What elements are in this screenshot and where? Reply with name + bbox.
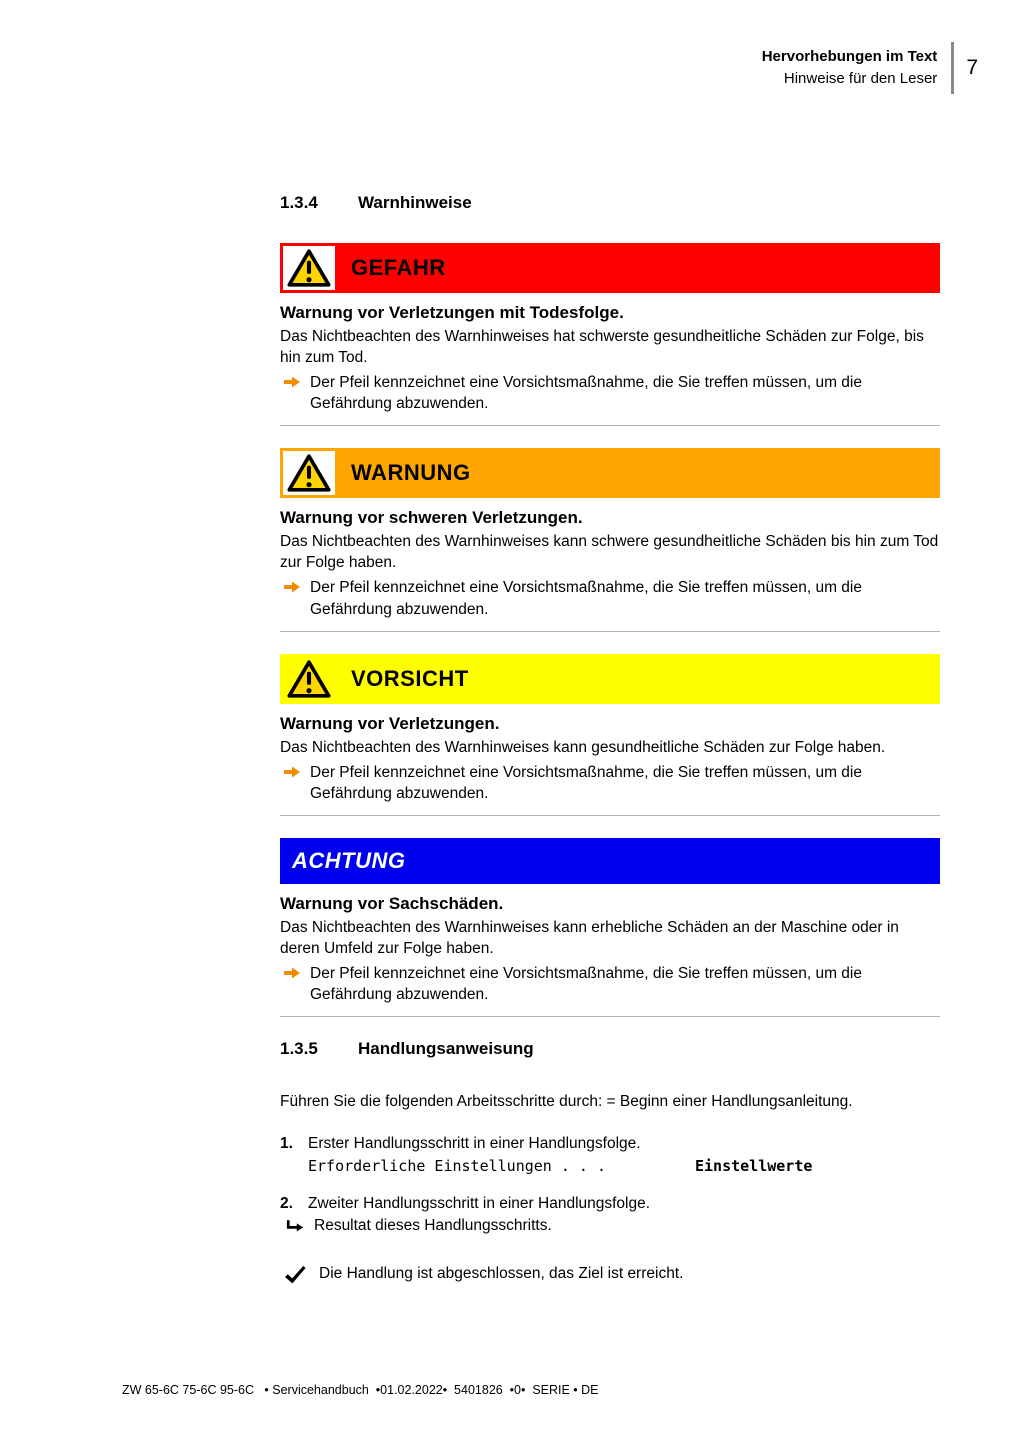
warning-triangle-icon — [283, 451, 335, 495]
warning-body: Das Nichtbeachten des Warnhinweises kann erhebliche Schäden an der Maschine oder in deren Umfeld zur Folge haben. — [280, 918, 899, 957]
page-footer: ZW 65-6C 75-6C 95-6C • Servicehandbuch •01.02.2022• 5401826 •0• SERIE • DE — [122, 1383, 599, 1397]
separator-line — [280, 1016, 940, 1017]
warning-block-vorsicht — [280, 654, 940, 816]
arrow-bullet-icon — [284, 766, 300, 778]
banner-label: GEFAHR — [351, 255, 446, 280]
checkmark-icon — [284, 1266, 308, 1284]
warning-heading: Warnung vor Verletzungen mit Todesfolge. — [280, 303, 624, 322]
warning-banner — [280, 838, 940, 884]
result-text: Resultat dieses Handlungsschritts. — [314, 1217, 552, 1235]
section-number: 1.3.4 — [280, 193, 318, 212]
warning-measure — [280, 577, 940, 619]
banner-label: VORSICHT — [351, 665, 469, 691]
warning-banner — [280, 654, 940, 704]
page-header — [762, 42, 978, 94]
arrow-bullet-icon — [284, 581, 300, 593]
header-divider — [951, 42, 954, 94]
arrow-bullet-icon — [284, 376, 300, 388]
handlung-step-2 — [280, 1195, 940, 1213]
banner-label: ACHTUNG — [292, 847, 406, 873]
warning-banner — [280, 243, 940, 293]
handlung-result — [280, 1217, 940, 1235]
handlung-step-1 — [280, 1135, 940, 1153]
document-content — [280, 193, 940, 1284]
settings-line — [308, 1157, 940, 1181]
step-number: 1. — [280, 1135, 293, 1153]
warning-measure-text: Der Pfeil kennzeichnet eine Vorsichtsmaßnahme, die Sie treffen müssen, um die Gefährdung abzuwenden. — [310, 763, 862, 802]
settings-label: Erforderliche Einstellungen . . . — [308, 1157, 607, 1176]
step-text: Zweiter Handlungsschritt in einer Handlungsfolge. — [308, 1195, 651, 1213]
handlung-done — [280, 1265, 940, 1284]
done-text: Die Handlung ist abgeschlossen, das Ziel ist erreicht. — [319, 1265, 684, 1283]
warning-heading: Warnung vor Verletzungen. — [280, 713, 500, 733]
warning-triangle-icon — [283, 246, 335, 290]
banner-label: WARNUNG — [351, 460, 471, 486]
section-title: Warnhinweise — [358, 193, 472, 212]
header-title: Hervorhebungen im Text — [761, 48, 938, 66]
warning-block-warnung — [280, 448, 940, 631]
warning-body: Das Nichtbeachten des Warnhinweises kann gesundheitliche Schäden zur Folge haben. — [280, 738, 886, 756]
warning-body: Das Nichtbeachten des Warnhinweises kann schwere gesundheitliche Schäden bis hin zum Tod zur Folge haben. — [280, 533, 939, 572]
step-text: Erster Handlungsschritt in einer Handlungsfolge. — [308, 1135, 641, 1153]
warning-measure — [280, 963, 940, 1005]
warning-banner — [280, 448, 940, 498]
header-text — [762, 46, 938, 90]
warning-block-gefahr — [280, 243, 940, 426]
page-number: 7 — [966, 56, 978, 79]
warning-heading: Warnung vor Sachschäden. — [280, 893, 504, 913]
warning-measure-text: Der Pfeil kennzeichnet eine Vorsichtsmaßnahme, die Sie treffen müssen, um die Gefährdung abzuwenden. — [310, 579, 862, 618]
header-subtitle: Hinweise für den Leser — [783, 70, 938, 87]
warning-measure — [280, 762, 940, 804]
warning-triangle-icon — [283, 657, 335, 701]
warning-measure — [280, 372, 940, 414]
section-heading-warnhinweise — [280, 193, 940, 213]
section-title: Handlungsanweisung — [358, 1039, 534, 1059]
section-handlungsanweisung — [280, 1039, 940, 1284]
separator-line — [280, 815, 940, 816]
separator-line — [280, 425, 940, 426]
arrow-bullet-icon — [284, 967, 300, 979]
result-arrow-icon — [286, 1220, 306, 1233]
handlung-intro: Führen Sie die folgenden Arbeitsschritte durch: = Beginn einer Handlungsanleitung. — [280, 1093, 853, 1111]
warning-block-achtung — [280, 838, 940, 1017]
warning-measure-text: Der Pfeil kennzeichnet eine Vorsichtsmaßnahme, die Sie treffen müssen, um die Gefährdung abzuwenden. — [310, 965, 862, 1004]
warning-heading: Warnung vor schweren Verletzungen. — [280, 508, 583, 528]
warning-body: Das Nichtbeachten des Warnhinweises hat schwerste gesundheitliche Schäden zur Folge, bis hin zum Tod. — [280, 328, 924, 367]
settings-value: Einstellwerte — [695, 1157, 813, 1176]
section-heading-handlungsanweisung — [280, 1039, 940, 1059]
step-number: 2. — [280, 1195, 293, 1213]
warning-measure-text: Der Pfeil kennzeichnet eine Vorsichtsmaßnahme, die Sie treffen müssen, um die Gefährdung abzuwenden. — [310, 374, 862, 413]
separator-line — [280, 631, 940, 632]
section-number: 1.3.5 — [280, 1039, 318, 1059]
